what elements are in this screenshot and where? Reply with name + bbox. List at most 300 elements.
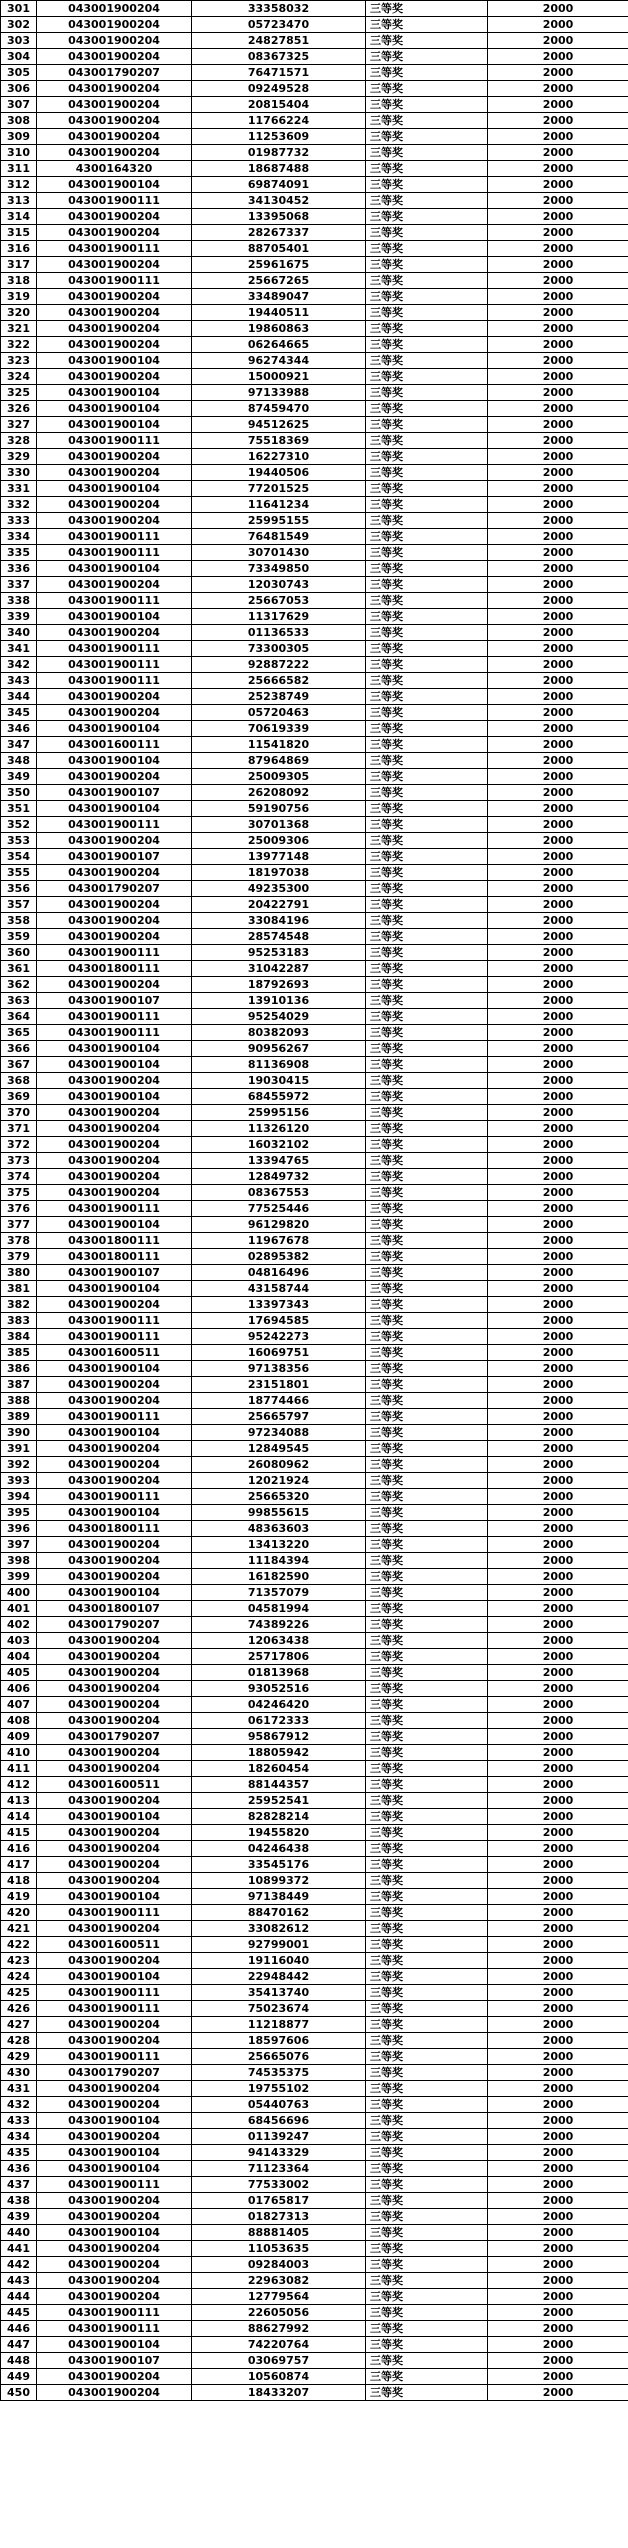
prize-level-cell: 三等奖 bbox=[366, 81, 488, 97]
prize-level-cell: 三等奖 bbox=[366, 1265, 488, 1281]
table-row bbox=[1, 1521, 628, 1537]
invoice-number-cell: 25667265 bbox=[192, 273, 366, 289]
table-row bbox=[1, 705, 628, 721]
invoice-code-cell: 043001900204 bbox=[37, 865, 192, 881]
table-row bbox=[1, 209, 628, 225]
invoice-code-cell: 043001900111 bbox=[37, 2001, 192, 2017]
table-row bbox=[1, 1953, 628, 1969]
table-row bbox=[1, 113, 628, 129]
seq-cell: 446 bbox=[1, 2321, 37, 2337]
seq-cell: 309 bbox=[1, 129, 37, 145]
invoice-code-cell: 043001900111 bbox=[37, 1313, 192, 1329]
invoice-code-cell: 043001900204 bbox=[37, 2017, 192, 2033]
prize-level-cell: 三等奖 bbox=[366, 1201, 488, 1217]
invoice-code-cell: 043001900104 bbox=[37, 1585, 192, 1601]
invoice-code-cell: 043001900204 bbox=[37, 2097, 192, 2113]
seq-cell: 377 bbox=[1, 1217, 37, 1233]
prize-level-cell: 三等奖 bbox=[366, 1665, 488, 1681]
seq-cell: 448 bbox=[1, 2353, 37, 2369]
seq-cell: 449 bbox=[1, 2369, 37, 2385]
seq-cell: 314 bbox=[1, 209, 37, 225]
prize-amount-cell: 2000 bbox=[488, 2145, 628, 2161]
seq-cell: 369 bbox=[1, 1089, 37, 1105]
seq-cell: 302 bbox=[1, 17, 37, 33]
seq-cell: 385 bbox=[1, 1345, 37, 1361]
prize-level-cell: 三等奖 bbox=[366, 2161, 488, 2177]
seq-cell: 431 bbox=[1, 2081, 37, 2097]
seq-cell: 353 bbox=[1, 833, 37, 849]
invoice-code-cell: 043001900204 bbox=[37, 2289, 192, 2305]
invoice-number-cell: 01136533 bbox=[192, 625, 366, 641]
seq-cell: 439 bbox=[1, 2209, 37, 2225]
prize-amount-cell: 2000 bbox=[488, 1201, 628, 1217]
prize-level-cell: 三等奖 bbox=[366, 2145, 488, 2161]
prize-amount-cell: 2000 bbox=[488, 1953, 628, 1969]
table-row bbox=[1, 721, 628, 737]
invoice-number-cell: 97138356 bbox=[192, 1361, 366, 1377]
invoice-code-cell: 043001900204 bbox=[37, 2209, 192, 2225]
table-row bbox=[1, 753, 628, 769]
prize-level-cell: 三等奖 bbox=[366, 161, 488, 177]
invoice-code-cell: 043001900111 bbox=[37, 2049, 192, 2065]
seq-cell: 330 bbox=[1, 465, 37, 481]
seq-cell: 310 bbox=[1, 145, 37, 161]
prize-level-cell: 三等奖 bbox=[366, 1361, 488, 1377]
table-row bbox=[1, 1457, 628, 1473]
seq-cell: 364 bbox=[1, 1009, 37, 1025]
seq-cell: 395 bbox=[1, 1505, 37, 1521]
seq-cell: 342 bbox=[1, 657, 37, 673]
prize-level-cell: 三等奖 bbox=[366, 1473, 488, 1489]
invoice-code-cell: 043001900104 bbox=[37, 721, 192, 737]
invoice-number-cell: 25961675 bbox=[192, 257, 366, 273]
prize-amount-cell: 2000 bbox=[488, 1553, 628, 1569]
invoice-number-cell: 92887222 bbox=[192, 657, 366, 673]
prize-level-cell: 三等奖 bbox=[366, 1057, 488, 1073]
invoice-number-cell: 04246438 bbox=[192, 1841, 366, 1857]
invoice-number-cell: 70619339 bbox=[192, 721, 366, 737]
table-row bbox=[1, 1937, 628, 1953]
seq-cell: 410 bbox=[1, 1745, 37, 1761]
invoice-number-cell: 11326120 bbox=[192, 1121, 366, 1137]
table-row bbox=[1, 1441, 628, 1457]
invoice-number-cell: 35413740 bbox=[192, 1985, 366, 2001]
prize-amount-cell: 2000 bbox=[488, 913, 628, 929]
prize-level-cell: 三等奖 bbox=[366, 2033, 488, 2049]
table-row bbox=[1, 625, 628, 641]
seq-cell: 317 bbox=[1, 257, 37, 273]
prize-level-cell: 三等奖 bbox=[366, 2113, 488, 2129]
invoice-code-cell: 043001600511 bbox=[37, 1937, 192, 1953]
prize-amount-cell: 2000 bbox=[488, 1745, 628, 1761]
invoice-number-cell: 11053635 bbox=[192, 2241, 366, 2257]
invoice-number-cell: 18792693 bbox=[192, 977, 366, 993]
table-row bbox=[1, 1841, 628, 1857]
prize-level-cell: 三等奖 bbox=[366, 673, 488, 689]
prize-level-cell: 三等奖 bbox=[366, 1281, 488, 1297]
table-row bbox=[1, 689, 628, 705]
invoice-number-cell: 12849545 bbox=[192, 1441, 366, 1457]
invoice-code-cell: 043001900204 bbox=[37, 1873, 192, 1889]
seq-cell: 383 bbox=[1, 1313, 37, 1329]
prize-level-cell: 三等奖 bbox=[366, 225, 488, 241]
invoice-number-cell: 19455820 bbox=[192, 1825, 366, 1841]
seq-cell: 402 bbox=[1, 1617, 37, 1633]
prize-amount-cell: 2000 bbox=[488, 1569, 628, 1585]
invoice-number-cell: 16069751 bbox=[192, 1345, 366, 1361]
prize-amount-cell: 2000 bbox=[488, 81, 628, 97]
table-row bbox=[1, 2049, 628, 2065]
seq-cell: 417 bbox=[1, 1857, 37, 1873]
invoice-code-cell: 043001900107 bbox=[37, 1265, 192, 1281]
invoice-number-cell: 88470162 bbox=[192, 1905, 366, 1921]
prize-amount-cell: 2000 bbox=[488, 1777, 628, 1793]
seq-cell: 361 bbox=[1, 961, 37, 977]
prize-amount-cell: 2000 bbox=[488, 257, 628, 273]
seq-cell: 394 bbox=[1, 1489, 37, 1505]
table-row bbox=[1, 1201, 628, 1217]
invoice-number-cell: 11317629 bbox=[192, 609, 366, 625]
invoice-code-cell: 043001900111 bbox=[37, 1409, 192, 1425]
table-row bbox=[1, 865, 628, 881]
prize-level-cell: 三等奖 bbox=[366, 1505, 488, 1521]
prize-amount-cell: 2000 bbox=[488, 353, 628, 369]
prize-level-cell: 三等奖 bbox=[366, 945, 488, 961]
seq-cell: 440 bbox=[1, 2225, 37, 2241]
table-row bbox=[1, 129, 628, 145]
prize-amount-cell: 2000 bbox=[488, 33, 628, 49]
prize-level-cell: 三等奖 bbox=[366, 1345, 488, 1361]
seq-cell: 371 bbox=[1, 1121, 37, 1137]
invoice-code-cell: 043001900204 bbox=[37, 1745, 192, 1761]
seq-cell: 450 bbox=[1, 2385, 37, 2401]
invoice-number-cell: 13394765 bbox=[192, 1153, 366, 1169]
seq-cell: 365 bbox=[1, 1025, 37, 1041]
table-row bbox=[1, 2065, 628, 2081]
invoice-code-cell: 043001900104 bbox=[37, 2337, 192, 2353]
prize-amount-cell: 2000 bbox=[488, 2161, 628, 2177]
prize-amount-cell: 2000 bbox=[488, 497, 628, 513]
table-row bbox=[1, 2321, 628, 2337]
invoice-code-cell: 043001900104 bbox=[37, 1281, 192, 1297]
invoice-number-cell: 25009306 bbox=[192, 833, 366, 849]
invoice-number-cell: 34130452 bbox=[192, 193, 366, 209]
prize-level-cell: 三等奖 bbox=[366, 1393, 488, 1409]
invoice-number-cell: 16032102 bbox=[192, 1137, 366, 1153]
seq-cell: 323 bbox=[1, 353, 37, 369]
prize-level-cell: 三等奖 bbox=[366, 257, 488, 273]
invoice-number-cell: 77201525 bbox=[192, 481, 366, 497]
seq-cell: 397 bbox=[1, 1537, 37, 1553]
table-row bbox=[1, 1729, 628, 1745]
invoice-number-cell: 18260454 bbox=[192, 1761, 366, 1777]
table-row bbox=[1, 2113, 628, 2129]
prize-amount-cell: 2000 bbox=[488, 2385, 628, 2401]
invoice-code-cell: 043001900204 bbox=[37, 513, 192, 529]
prize-level-cell: 三等奖 bbox=[366, 1313, 488, 1329]
seq-cell: 350 bbox=[1, 785, 37, 801]
table-row bbox=[1, 1505, 628, 1521]
prize-amount-cell: 2000 bbox=[488, 1841, 628, 1857]
invoice-code-cell: 043001900111 bbox=[37, 593, 192, 609]
invoice-number-cell: 25666582 bbox=[192, 673, 366, 689]
table-row bbox=[1, 465, 628, 481]
seq-cell: 356 bbox=[1, 881, 37, 897]
invoice-number-cell: 19030415 bbox=[192, 1073, 366, 1089]
invoice-code-cell: 043001790207 bbox=[37, 2065, 192, 2081]
invoice-code-cell: 043001900104 bbox=[37, 1361, 192, 1377]
prize-amount-cell: 2000 bbox=[488, 2193, 628, 2209]
table-row bbox=[1, 2145, 628, 2161]
table-row bbox=[1, 1873, 628, 1889]
invoice-number-cell: 12021924 bbox=[192, 1473, 366, 1489]
invoice-code-cell: 043001900204 bbox=[37, 33, 192, 49]
seq-cell: 401 bbox=[1, 1601, 37, 1617]
prize-amount-cell: 2000 bbox=[488, 2225, 628, 2241]
table-row bbox=[1, 1617, 628, 1633]
invoice-code-cell: 043001900204 bbox=[37, 97, 192, 113]
invoice-number-cell: 97234088 bbox=[192, 1425, 366, 1441]
invoice-code-cell: 043001900204 bbox=[37, 1137, 192, 1153]
invoice-code-cell: 043001800107 bbox=[37, 1601, 192, 1617]
prize-amount-cell: 2000 bbox=[488, 2257, 628, 2273]
invoice-code-cell: 043001900111 bbox=[37, 1201, 192, 1217]
table-row bbox=[1, 1569, 628, 1585]
invoice-number-cell: 18687488 bbox=[192, 161, 366, 177]
invoice-code-cell: 043001900111 bbox=[37, 1985, 192, 2001]
prize-amount-cell: 2000 bbox=[488, 737, 628, 753]
prize-amount-cell: 2000 bbox=[488, 2209, 628, 2225]
seq-cell: 399 bbox=[1, 1569, 37, 1585]
prize-level-cell: 三等奖 bbox=[366, 1585, 488, 1601]
seq-cell: 442 bbox=[1, 2257, 37, 2273]
invoice-number-cell: 31042287 bbox=[192, 961, 366, 977]
prize-level-cell: 三等奖 bbox=[366, 1249, 488, 1265]
prize-amount-cell: 2000 bbox=[488, 881, 628, 897]
seq-cell: 304 bbox=[1, 49, 37, 65]
prize-amount-cell: 2000 bbox=[488, 305, 628, 321]
invoice-code-cell: 043001900204 bbox=[37, 705, 192, 721]
seq-cell: 379 bbox=[1, 1249, 37, 1265]
table-row bbox=[1, 513, 628, 529]
prize-amount-cell: 2000 bbox=[488, 417, 628, 433]
table-row bbox=[1, 2161, 628, 2177]
prize-amount-cell: 2000 bbox=[488, 1441, 628, 1457]
invoice-code-cell: 043001900204 bbox=[37, 1073, 192, 1089]
invoice-number-cell: 04581994 bbox=[192, 1601, 366, 1617]
seq-cell: 303 bbox=[1, 33, 37, 49]
prize-amount-cell: 2000 bbox=[488, 209, 628, 225]
invoice-number-cell: 33489047 bbox=[192, 289, 366, 305]
invoice-number-cell: 04816496 bbox=[192, 1265, 366, 1281]
table-row bbox=[1, 2129, 628, 2145]
prize-level-cell: 三等奖 bbox=[366, 897, 488, 913]
invoice-code-cell: 043001900104 bbox=[37, 609, 192, 625]
seq-cell: 375 bbox=[1, 1185, 37, 1201]
seq-cell: 320 bbox=[1, 305, 37, 321]
invoice-number-cell: 16182590 bbox=[192, 1569, 366, 1585]
invoice-code-cell: 043001900204 bbox=[37, 2033, 192, 2049]
seq-cell: 407 bbox=[1, 1697, 37, 1713]
invoice-number-cell: 01827313 bbox=[192, 2209, 366, 2225]
prize-amount-cell: 2000 bbox=[488, 1873, 628, 1889]
invoice-number-cell: 69874091 bbox=[192, 177, 366, 193]
prize-level-cell: 三等奖 bbox=[366, 193, 488, 209]
invoice-code-cell: 043001600511 bbox=[37, 1345, 192, 1361]
invoice-code-cell: 043001900111 bbox=[37, 1329, 192, 1345]
table-row bbox=[1, 1153, 628, 1169]
seq-cell: 381 bbox=[1, 1281, 37, 1297]
prize-amount-cell: 2000 bbox=[488, 1937, 628, 1953]
table-row bbox=[1, 1089, 628, 1105]
seq-cell: 367 bbox=[1, 1057, 37, 1073]
prize-level-cell: 三等奖 bbox=[366, 817, 488, 833]
invoice-number-cell: 13413220 bbox=[192, 1537, 366, 1553]
invoice-code-cell: 043001900204 bbox=[37, 1681, 192, 1697]
prize-amount-cell: 2000 bbox=[488, 465, 628, 481]
invoice-number-cell: 10899372 bbox=[192, 1873, 366, 1889]
prize-level-cell: 三等奖 bbox=[366, 1569, 488, 1585]
seq-cell: 376 bbox=[1, 1201, 37, 1217]
invoice-code-cell: 043001900204 bbox=[37, 1793, 192, 1809]
prize-level-cell: 三等奖 bbox=[366, 1041, 488, 1057]
prize-level-cell: 三等奖 bbox=[366, 1649, 488, 1665]
prize-level-cell: 三等奖 bbox=[366, 2369, 488, 2385]
invoice-number-cell: 43158744 bbox=[192, 1281, 366, 1297]
invoice-code-cell: 043001900204 bbox=[37, 145, 192, 161]
invoice-code-cell: 043001900111 bbox=[37, 433, 192, 449]
invoice-number-cell: 11184394 bbox=[192, 1553, 366, 1569]
table-row bbox=[1, 1681, 628, 1697]
invoice-number-cell: 93052516 bbox=[192, 1681, 366, 1697]
seq-cell: 351 bbox=[1, 801, 37, 817]
prize-level-cell: 三等奖 bbox=[366, 833, 488, 849]
invoice-code-cell: 043001900111 bbox=[37, 193, 192, 209]
seq-cell: 340 bbox=[1, 625, 37, 641]
table-row bbox=[1, 385, 628, 401]
invoice-code-cell: 043001900204 bbox=[37, 1569, 192, 1585]
table-row bbox=[1, 2289, 628, 2305]
table-row bbox=[1, 961, 628, 977]
table-row bbox=[1, 2305, 628, 2321]
prize-amount-cell: 2000 bbox=[488, 129, 628, 145]
prize-level-cell: 三等奖 bbox=[366, 801, 488, 817]
prize-level-cell: 三等奖 bbox=[366, 481, 488, 497]
prize-level-cell: 三等奖 bbox=[366, 1073, 488, 1089]
seq-cell: 345 bbox=[1, 705, 37, 721]
prize-amount-cell: 2000 bbox=[488, 1137, 628, 1153]
prize-amount-cell: 2000 bbox=[488, 577, 628, 593]
table-row bbox=[1, 1585, 628, 1601]
invoice-number-cell: 73300305 bbox=[192, 641, 366, 657]
prize-amount-cell: 2000 bbox=[488, 1281, 628, 1297]
prize-level-cell: 三等奖 bbox=[366, 625, 488, 641]
table-row bbox=[1, 545, 628, 561]
invoice-number-cell: 28574548 bbox=[192, 929, 366, 945]
seq-cell: 420 bbox=[1, 1905, 37, 1921]
seq-cell: 316 bbox=[1, 241, 37, 257]
prize-amount-cell: 2000 bbox=[488, 609, 628, 625]
prize-amount-cell: 2000 bbox=[488, 1377, 628, 1393]
invoice-code-cell: 043001900204 bbox=[37, 2081, 192, 2097]
invoice-number-cell: 95254029 bbox=[192, 1009, 366, 1025]
table-row bbox=[1, 1921, 628, 1937]
invoice-code-cell: 043001900104 bbox=[37, 2161, 192, 2177]
invoice-code-cell: 043001900104 bbox=[37, 753, 192, 769]
invoice-code-cell: 043001900111 bbox=[37, 273, 192, 289]
prize-level-cell: 三等奖 bbox=[366, 1297, 488, 1313]
prize-amount-cell: 2000 bbox=[488, 1489, 628, 1505]
prize-level-cell: 三等奖 bbox=[366, 513, 488, 529]
prize-level-cell: 三等奖 bbox=[366, 2353, 488, 2369]
invoice-number-cell: 16227310 bbox=[192, 449, 366, 465]
prize-amount-cell: 2000 bbox=[488, 1057, 628, 1073]
table-row bbox=[1, 1313, 628, 1329]
invoice-number-cell: 22948442 bbox=[192, 1969, 366, 1985]
invoice-code-cell: 043001900204 bbox=[37, 321, 192, 337]
invoice-number-cell: 13395068 bbox=[192, 209, 366, 225]
invoice-number-cell: 80382093 bbox=[192, 1025, 366, 1041]
invoice-code-cell: 043001900204 bbox=[37, 1297, 192, 1313]
prize-amount-cell: 2000 bbox=[488, 2273, 628, 2289]
invoice-code-cell: 043001900104 bbox=[37, 401, 192, 417]
prize-amount-cell: 2000 bbox=[488, 2001, 628, 2017]
prize-amount-cell: 2000 bbox=[488, 1409, 628, 1425]
table-row bbox=[1, 353, 628, 369]
prize-amount-cell: 2000 bbox=[488, 1457, 628, 1473]
table-row bbox=[1, 913, 628, 929]
invoice-number-cell: 75518369 bbox=[192, 433, 366, 449]
prize-level-cell: 三等奖 bbox=[366, 1681, 488, 1697]
invoice-code-cell: 043001900111 bbox=[37, 1025, 192, 1041]
prize-level-cell: 三等奖 bbox=[366, 417, 488, 433]
invoice-code-cell: 043001900204 bbox=[37, 625, 192, 641]
table-row bbox=[1, 657, 628, 673]
invoice-code-cell: 043001900104 bbox=[37, 417, 192, 433]
prize-level-cell: 三等奖 bbox=[366, 1985, 488, 2001]
invoice-code-cell: 043001900204 bbox=[37, 17, 192, 33]
invoice-number-cell: 81136908 bbox=[192, 1057, 366, 1073]
seq-cell: 405 bbox=[1, 1665, 37, 1681]
table-row bbox=[1, 577, 628, 593]
prize-amount-cell: 2000 bbox=[488, 1985, 628, 2001]
seq-cell: 403 bbox=[1, 1633, 37, 1649]
prize-amount-cell: 2000 bbox=[488, 65, 628, 81]
table-row bbox=[1, 1217, 628, 1233]
invoice-number-cell: 24827851 bbox=[192, 33, 366, 49]
invoice-code-cell: 043001900204 bbox=[37, 1697, 192, 1713]
table-row bbox=[1, 1409, 628, 1425]
prize-amount-cell: 2000 bbox=[488, 97, 628, 113]
invoice-number-cell: 19116040 bbox=[192, 1953, 366, 1969]
seq-cell: 327 bbox=[1, 417, 37, 433]
seq-cell: 360 bbox=[1, 945, 37, 961]
prize-amount-cell: 2000 bbox=[488, 593, 628, 609]
prize-amount-cell: 2000 bbox=[488, 1025, 628, 1041]
invoice-code-cell: 043001900204 bbox=[37, 337, 192, 353]
table-row bbox=[1, 737, 628, 753]
invoice-code-cell: 043001900111 bbox=[37, 1489, 192, 1505]
prize-level-cell: 三等奖 bbox=[366, 1457, 488, 1473]
table-row bbox=[1, 2001, 628, 2017]
prize-amount-cell: 2000 bbox=[488, 865, 628, 881]
invoice-number-cell: 28267337 bbox=[192, 225, 366, 241]
table-row bbox=[1, 2225, 628, 2241]
table-row bbox=[1, 433, 628, 449]
invoice-number-cell: 01987732 bbox=[192, 145, 366, 161]
invoice-code-cell: 043001900104 bbox=[37, 1089, 192, 1105]
invoice-code-cell: 043001800111 bbox=[37, 1521, 192, 1537]
